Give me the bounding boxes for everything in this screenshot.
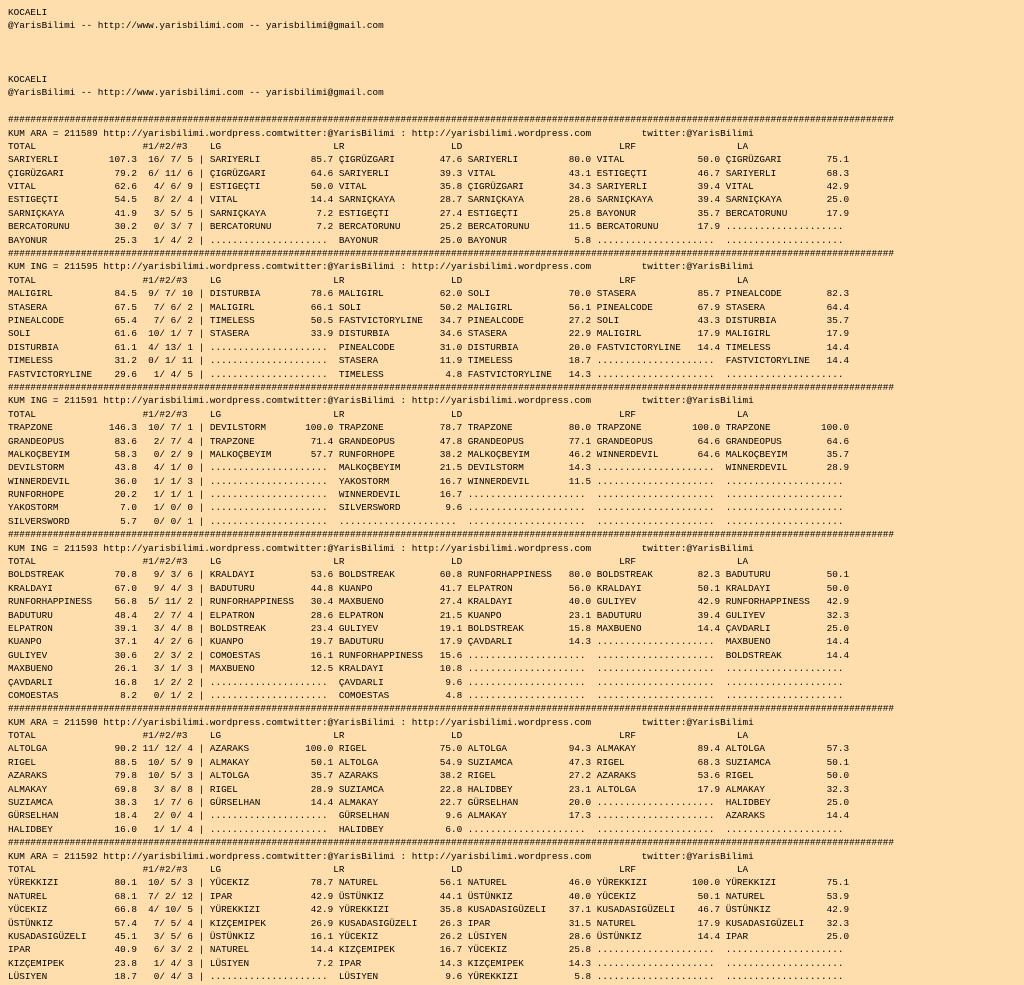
result-row: KIZÇEMIPEK 23.8 1/ 4/ 3 | LÜSIYEN 7.2 IPAR 14.3 KIZÇEMIPEK 14.3 ..................... .....................: [8, 957, 850, 969]
result-row: SARNIÇKAYA 41.9 3/ 5/ 5 | SARNIÇKAYA 7.2 ESTIGEÇTI 27.4 ESTIGEÇTI 25.8 BAYONUR 35.7 BERCATORUNU 17.9: [8, 207, 850, 219]
section-column-header: TOTAL #1/#2/#3 LG LR LD LRF LA: [8, 864, 749, 875]
section-separator: ##############################################################################################################################################################: [8, 837, 894, 849]
result-row: SARIYERLI 107.3 16/ 7/ 5 | SARIYERLI 85.7 ÇIGRÜZGARI 47.6 SARIYERLI 80.0 VITAL 50.0 ÇIGRÜZGARI 75.1: [8, 154, 850, 166]
result-row: MALIGIRL 84.5 9/ 7/ 10 | DISTURBIA 78.6 MALIGIRL 62.0 SOLI 70.0 STASERA 85.7 PINEALCODE 82.3: [8, 288, 850, 300]
result-row: IPAR 40.9 6/ 3/ 2 | NATUREL 14.4 KIZÇEMIPEK 16.7 YÜCEKIZ 25.8 ..................... .....................: [8, 944, 850, 956]
blank-line: [8, 46, 1024, 59]
result-row: ÇIGRÜZGARI 79.2 6/ 11/ 6 | ÇIGRÜZGARI 64.6 SARIYERLI 39.3 VITAL 43.1 ESTIGEÇTI 46.7 SARIYERLI 68.3: [8, 167, 850, 179]
blank-line: [8, 33, 1024, 46]
result-row: KUSADASIGÜZELI 45.1 3/ 5/ 6 | ÜSTÜNKIZ 16.1 YÜCEKIZ 26.2 LÜSIYEN 28.6 ÜSTÜNKIZ 14.4 IPAR 25.0: [8, 930, 850, 942]
result-row: GULIYEV 30.6 2/ 3/ 2 | COMOESTAS 16.1 RUNFORHAPPINESS 15.6 ..................... ..................... BOLDSTREAK 14.4: [8, 649, 850, 661]
result-row: SUZIAMCA 38.3 1/ 7/ 6 | GÜRSELHAN 14.4 ALMAKAY 22.7 GÜRSELHAN 20.0 ..................... HALIDBEY 25.0: [8, 797, 850, 809]
blank-line: [8, 100, 1024, 113]
section-title: KUM ING = 211593 http://yarisbilimi.wordpress.comtwitter:@YarisBilimi : http://yarisbilimi.wordpress.com twitter:@YarisBilimi: [8, 542, 754, 554]
result-row: VITAL 62.6 4/ 6/ 9 | ESTIGEÇTI 50.0 VITAL 35.8 ÇIGRÜZGARI 34.3 SARIYERLI 39.4 VITAL 42.9: [8, 181, 850, 193]
header-contact: @YarisBilimi -- http://www.yarisbilimi.com -- yarisbilimi@gmail.com: [8, 20, 384, 32]
result-row: YÜREKKIZI 80.1 10/ 5/ 3 | YÜCEKIZ 78.7 NATUREL 56.1 NATUREL 46.0 YÜREKKIZI 100.0 YÜREKKIZI 75.1: [8, 877, 850, 889]
result-row: STASERA 67.5 7/ 6/ 2 | MALIGIRL 66.1 SOLI 50.2 MALIGIRL 56.1 PINEALCODE 67.9 STASERA 64.4: [8, 301, 850, 313]
section-column-header: TOTAL #1/#2/#3 LG LR LD LRF LA: [8, 140, 749, 152]
section-column-header: TOTAL #1/#2/#3 LG LR LD LRF LA: [8, 556, 749, 568]
section-column-header: TOTAL #1/#2/#3 LG LR LD LRF LA: [8, 730, 749, 742]
result-row: TRAPZONE 146.3 10/ 7/ 1 | DEVILSTORM 100.0 TRAPZONE 78.7 TRAPZONE 80.0 TRAPZONE 100.0 TRAPZONE 100.0: [8, 422, 850, 434]
result-row: DEVILSTORM 43.8 4/ 1/ 0 | ..................... MALKOÇBEYIM 21.5 DEVILSTORM 14.3 ..................... WINNERDEVIL 28.9: [8, 462, 850, 474]
result-row: ELPATRON 39.1 3/ 4/ 8 | BOLDSTREAK 23.4 GULIYEV 19.1 BOLDSTREAK 15.8 MAXBUENO 14.4 ÇAVDARLI 25.0: [8, 622, 850, 634]
result-row: PINEALCODE 65.4 7/ 6/ 2 | TIMELESS 50.5 FASTVICTORYLINE 34.7 PINEALCODE 27.2 SOLI 43.3 DISTURBIA 35.7: [8, 314, 850, 326]
result-row: BERCATORUNU 30.2 0/ 3/ 7 | BERCATORUNU 7.2 BERCATORUNU 25.2 BERCATORUNU 11.5 BERCATORUNU 17.9 .....................: [8, 221, 850, 233]
result-row: COMOESTAS 8.2 0/ 1/ 2 | ..................... COMOESTAS 4.8 ..................... ..................... .....................: [8, 689, 850, 701]
blank-line: [8, 60, 1024, 73]
result-row: ÜSTÜNKIZ 57.4 7/ 5/ 4 | KIZÇEMIPEK 26.9 KUSADASIGÜZELI 26.3 IPAR 31.5 NATUREL 17.9 KUSADASIGÜZELI 32.3: [8, 917, 850, 929]
result-row: BAYONUR 25.3 1/ 4/ 2 | ..................... BAYONUR 25.0 BAYONUR 5.8 ..................... .....................: [8, 234, 850, 246]
section-title: KUM ARA = 211590 http://yarisbilimi.wordpress.comtwitter:@YarisBilimi : http://yarisbilimi.wordpress.com twitter:@YarisBilimi: [8, 716, 754, 728]
result-row: ESTIGEÇTI 54.5 8/ 2/ 4 | VITAL 14.4 SARNIÇKAYA 28.7 SARNIÇKAYA 28.6 SARNIÇKAYA 39.4 SARNIÇKAYA 25.0: [8, 194, 850, 206]
result-row: YÜCEKIZ 66.8 4/ 10/ 5 | YÜREKKIZI 42.9 YÜREKKIZI 35.8 KUSADASIGÜZELI 37.1 KUSADASIGÜZELI 46.7 ÜSTÜNKIZ 42.9: [8, 904, 850, 916]
result-row: YAKOSTORM 7.0 1/ 0/ 0 | ..................... SILVERSWORD 9.6 ..................... ..................... .....................: [8, 502, 850, 514]
section-title: KUM ARA = 211592 http://yarisbilimi.wordpress.comtwitter:@YarisBilimi : http://yarisbilimi.wordpress.com twitter:@YarisBilimi: [8, 850, 754, 862]
result-row: KRALDAYI 67.0 9/ 4/ 3 | BADUTURU 44.8 KUANPO 41.7 ELPATRON 56.0 KRALDAYI 50.1 KRALDAYI 50.0: [8, 582, 850, 594]
result-row: ALTOLGA 90.2 11/ 12/ 4 | AZARAKS 100.0 RIGEL 75.0 ALTOLGA 94.3 ALMAKAY 89.4 ALTOLGA 57.3: [8, 743, 850, 755]
result-row: HALIDBEY 16.0 1/ 1/ 4 | ..................... HALIDBEY 6.0 ..................... ..................... .....................: [8, 823, 850, 835]
result-row: TIMELESS 31.2 0/ 1/ 11 | ..................... STASERA 11.9 TIMELESS 18.7 ..................... FASTVICTORYLINE 14.4: [8, 355, 850, 367]
result-row: GÜRSELHAN 18.4 2/ 0/ 4 | ..................... GÜRSELHAN 9.6 ALMAKAY 17.3 ..................... AZARAKS 14.4: [8, 810, 850, 822]
header-city-repeat: KOCAELI: [8, 73, 48, 85]
result-row: ÇAVDARLI 16.8 1/ 2/ 2 | ..................... ÇAVDARLI 9.6 ..................... ..................... .....................: [8, 676, 850, 688]
section-column-header: TOTAL #1/#2/#3 LG LR LD LRF LA: [8, 274, 749, 286]
result-row: GRANDEOPUS 83.6 2/ 7/ 4 | TRAPZONE 71.4 GRANDEOPUS 47.8 GRANDEOPUS 77.1 GRANDEOPUS 64.6 GRANDEOPUS 64.6: [8, 435, 850, 447]
section-separator: ##############################################################################################################################################################: [8, 381, 894, 393]
result-row: RUNFORHAPPINESS 56.8 5/ 11/ 2 | RUNFORHAPPINESS 30.4 MAXBUENO 27.4 KRALDAYI 40.0 GULIYEV 42.9 RUNFORHAPPINESS 42.9: [8, 596, 850, 608]
result-row: FASTVICTORYLINE 29.6 1/ 4/ 5 | ..................... TIMELESS 4.8 FASTVICTORYLINE 14.3 ..................... .....................: [8, 368, 850, 380]
result-row: RUNFORHOPE 20.2 1/ 1/ 1 | ..................... WINNERDEVIL 16.7 ..................... ..................... .....................: [8, 489, 850, 501]
section-separator: ##############################################################################################################################################################: [8, 529, 894, 541]
section-column-header: TOTAL #1/#2/#3 LG LR LD LRF LA: [8, 408, 749, 420]
result-row: DISTURBIA 61.1 4/ 13/ 1 | ..................... PINEALCODE 31.0 DISTURBIA 20.0 FASTVICTORYLINE 14.4 TIMELESS 14.4: [8, 341, 850, 353]
result-row: ALMAKAY 69.8 3/ 8/ 8 | RIGEL 28.9 SUZIAMCA 22.8 HALIDBEY 23.1 ALTOLGA 17.9 ALMAKAY 32.3: [8, 783, 850, 795]
section-title: KUM ING = 211591 http://yarisbilimi.wordpress.comtwitter:@YarisBilimi : http://yarisbilimi.wordpress.com twitter:@YarisBilimi: [8, 395, 754, 407]
result-row: MAXBUENO 26.1 3/ 1/ 3 | MAXBUENO 12.5 KRALDAYI 10.8 ..................... ..................... .....................: [8, 663, 850, 675]
result-row: BOLDSTREAK 70.8 9/ 3/ 6 | KRALDAYI 53.6 BOLDSTREAK 60.8 RUNFORHAPPINESS 80.0 BOLDSTREAK 82.3 BADUTURU 50.1: [8, 569, 850, 581]
result-row: NATUREL 68.1 7/ 2/ 12 | IPAR 42.9 ÜSTÜNKIZ 44.1 ÜSTÜNKIZ 40.0 YÜCEKIZ 50.1 NATUREL 53.9: [8, 890, 850, 902]
result-row: RIGEL 88.5 10/ 5/ 9 | ALMAKAY 50.1 ALTOLGA 54.9 SUZIAMCA 47.3 RIGEL 68.3 SUZIAMCA 50.1: [8, 756, 850, 768]
result-row: WINNERDEVIL 36.0 1/ 1/ 3 | ..................... YAKOSTORM 16.7 WINNERDEVIL 11.5 ..................... .....................: [8, 475, 850, 487]
section-title: KUM ING = 211595 http://yarisbilimi.wordpress.comtwitter:@YarisBilimi : http://yarisbilimi.wordpress.com twitter:@YarisBilimi: [8, 261, 754, 273]
section-separator: ##############################################################################################################################################################: [8, 248, 894, 260]
result-row: BADUTURU 48.4 2/ 7/ 4 | ELPATRON 28.6 ELPATRON 21.5 KUANPO 23.1 BADUTURU 39.4 GULIYEV 32.3: [8, 609, 850, 621]
race-report: [8, 113, 1024, 983]
result-row: KUANPO 37.1 4/ 2/ 6 | KUANPO 19.7 BADUTURU 17.9 ÇAVDARLI 14.3 ..................... MAXBUENO 14.4: [8, 636, 850, 648]
section-title: KUM ARA = 211589 http://yarisbilimi.wordpress.comtwitter:@YarisBilimi : http://yarisbilimi.wordpress.com twitter:@YarisBilimi: [8, 127, 754, 139]
header-city: KOCAELI: [8, 7, 48, 18]
result-row: AZARAKS 79.8 10/ 5/ 3 | ALTOLGA 35.7 AZARAKS 38.2 RIGEL 27.2 AZARAKS 53.6 RIGEL 50.0: [8, 770, 850, 782]
section-separator: ##############################################################################################################################################################: [8, 114, 894, 126]
result-row: LÜSIYEN 18.7 0/ 4/ 3 | ..................... LÜSIYEN 9.6 YÜREKKIZI 5.8 ..................... .....................: [8, 971, 850, 983]
result-row: SOLI 61.6 10/ 1/ 7 | STASERA 33.9 DISTURBIA 34.6 STASERA 22.9 MALIGIRL 17.9 MALIGIRL 17.9: [8, 328, 850, 340]
section-separator: ##############################################################################################################################################################: [8, 703, 894, 715]
result-row: SILVERSWORD 5.7 0/ 0/ 1 | ..................... ..................... ..................... ..................... .....................: [8, 515, 850, 527]
result-row: MALKOÇBEYIM 58.3 0/ 2/ 9 | MALKOÇBEYIM 57.7 RUNFORHOPE 38.2 MALKOÇBEYIM 46.2 WINNERDEVIL 64.6 MALKOÇBEYIM 35.7: [8, 448, 850, 460]
header-contact-repeat: @YarisBilimi -- http://www.yarisbilimi.com -- yarisbilimi@gmail.com: [8, 87, 384, 99]
